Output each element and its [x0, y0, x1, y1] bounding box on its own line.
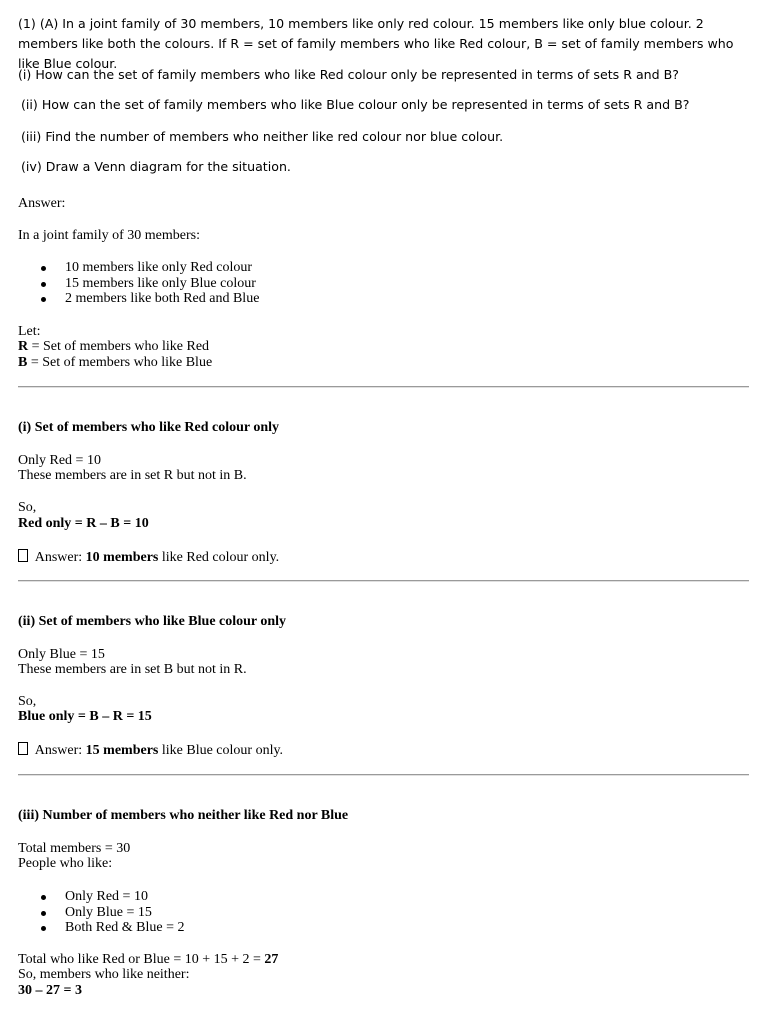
part-ii-line1: Only Blue = 15 — [18, 647, 105, 662]
part-iii-total: Total who like Red or Blue = 10 + 15 + 2 = 27 — [18, 952, 279, 967]
part-ii-so: So, — [18, 694, 37, 709]
check-box-icon — [18, 742, 28, 755]
part-i-so: So, — [18, 500, 37, 515]
divider — [18, 774, 749, 776]
part-iii-result: 30 – 27 = 3 — [18, 983, 82, 998]
answer-intro: In a joint family of 30 members: — [18, 228, 200, 243]
question-part-ii: (ii) How can the set of family members who like Blue colour only be represented in terms of sets R and B? — [21, 97, 690, 112]
question-intro: (1) (A) In a joint family of 30 members, 10 members like only red colour. 15 members like only blue colour. 2 members like both the colours. If R = set of family members who like Red colour, B = set of family members who like Blue colour. — [18, 16, 734, 71]
definition-b: B = Set of members who like Blue — [18, 355, 213, 370]
part-i-answer: Answer: 10 members like Red colour only. — [18, 549, 279, 566]
list-item: Only Red = 10 — [18, 889, 185, 905]
list-item: 10 members like only Red colour — [18, 260, 259, 276]
part-ii-result: Blue only = B – R = 15 — [18, 709, 152, 724]
divider — [18, 580, 749, 582]
part-ii-line2: These members are in set B but not in R. — [18, 662, 247, 677]
bullet-icon — [41, 266, 46, 271]
part-ii-answer: Answer: 15 members like Blue colour only. — [18, 742, 283, 759]
check-box-icon — [18, 549, 28, 562]
bullet-icon — [41, 297, 46, 302]
answer-label: Answer: — [18, 196, 66, 211]
facts-list — [18, 260, 259, 307]
divider — [18, 386, 749, 388]
question-part-iv: (iv) Draw a Venn diagram for the situation. — [21, 159, 291, 174]
let-label: Let: — [18, 324, 41, 339]
question-part-i: (i) How can the set of family members who like Red colour only be represented in terms of sets R and B? — [18, 67, 679, 82]
list-item: 15 members like only Blue colour — [18, 276, 259, 292]
part-i-line1: Only Red = 10 — [18, 453, 101, 468]
part-iii-neither: So, members who like neither: — [18, 967, 190, 982]
counts-list — [18, 889, 185, 936]
list-item: Both Red & Blue = 2 — [18, 920, 185, 936]
part-i-line2: These members are in set R but not in B. — [18, 468, 247, 483]
question-part-iii: (iii) Find the number of members who neither like red colour nor blue colour. — [21, 129, 504, 144]
bullet-icon — [41, 895, 46, 900]
list-item: Only Blue = 15 — [18, 905, 185, 921]
part-iii-line1: Total members = 30 — [18, 841, 131, 856]
bullet-icon — [41, 926, 46, 931]
part-i-heading: (i) Set of members who like Red colour only — [18, 420, 280, 435]
part-ii-heading: (ii) Set of members who like Blue colour only — [18, 614, 287, 629]
part-iii-line2: People who like: — [18, 856, 113, 871]
definition-r: R = Set of members who like Red — [18, 339, 210, 354]
bullet-icon — [41, 911, 46, 916]
bullet-icon — [41, 282, 46, 287]
list-item: 2 members like both Red and Blue — [18, 291, 259, 307]
part-i-result: Red only = R – B = 10 — [18, 516, 149, 531]
part-iii-heading: (iii) Number of members who neither like Red nor Blue — [18, 808, 349, 823]
